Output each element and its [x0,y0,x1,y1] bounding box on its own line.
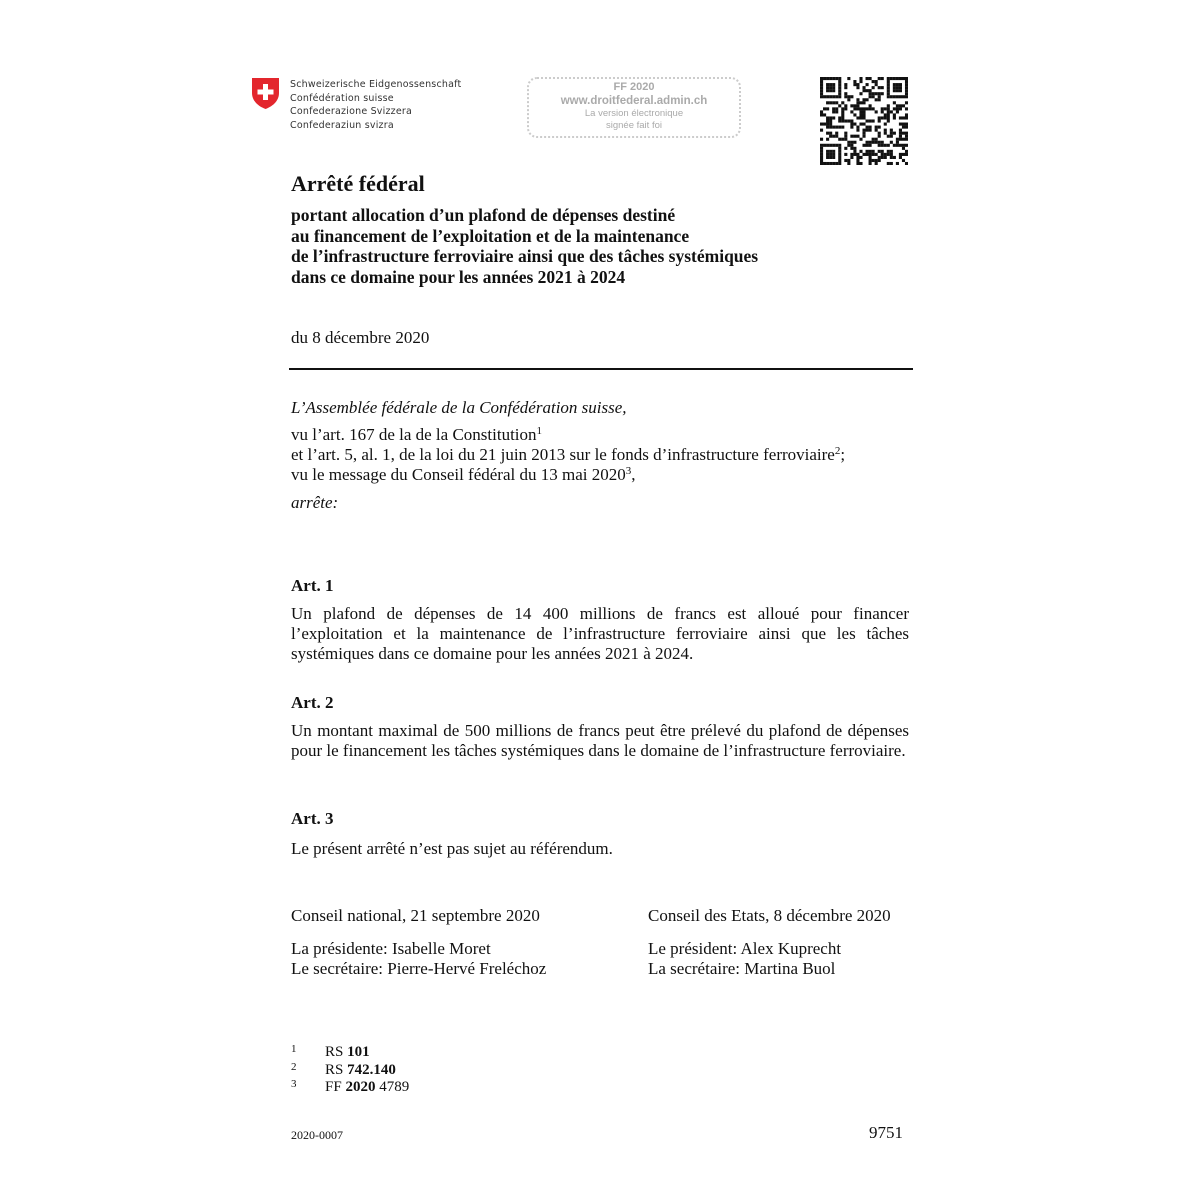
preamble-assembly: L’Assemblée fédérale de la Confédération suisse, [291,398,627,417]
footnote-ref[interactable]: 1 [536,424,543,437]
subtitle-line: portant allocation d’un plafond de dépenses destiné [291,205,676,225]
preamble-line [291,445,845,465]
footnote-ref[interactable]: 2 [834,444,841,457]
subtitle-line: de l’infrastructure ferroviaire ainsi que des tâches systémiques [291,246,759,266]
electronic-signature-stamp [527,77,741,138]
footnotes [291,1044,409,1097]
president: Le président: Alex Kuprecht [648,939,842,958]
article-1-text: Un plafond de dépenses de 14 400 millions de francs est alloué pour financer l’exploitation et la maintenance de l’infrastructure ferroviaire ainsi que les tâches systémiques dans ce domaine pour les années 2021 à 2024. [291,604,909,663]
preamble-legal-basis [291,425,845,485]
logo-line: Confederaziun svizra [290,119,394,131]
footnote-ref-bold: 742.140 [347,1061,396,1078]
footnote [291,1044,409,1062]
document-number: 2020-0007 [291,1128,343,1142]
council-date: Conseil des Etats, 8 décembre 2020 [648,906,891,925]
document-subtitle [291,205,758,287]
logo-line: Schweizerische Eidgenossenschaft [290,79,462,90]
preamble-line [291,465,845,485]
stamp-line: FF 2020 [613,81,655,93]
council-date: Conseil national, 21 septembre 2020 [291,906,540,925]
preamble-text: vu l’art. 167 de la de la Constitution [291,425,537,444]
swiss-coat-of-arms-icon [251,77,280,110]
punct: , [631,465,636,484]
secretary: La secrétaire: Martina Buol [648,959,836,978]
footnote-ref-bold: 2020 [345,1079,376,1095]
document-title: Arrêté fédéral [291,171,425,196]
footnote [291,1079,409,1097]
qr-code-icon [820,77,908,165]
footnote-number: 3 [291,1078,297,1090]
footnote [291,1062,409,1080]
article-3-heading: Art. 3 [291,809,334,828]
footnote-ref-bold: 101 [347,1044,370,1060]
article-2-heading: Art. 2 [291,693,334,712]
footnote-prefix: RS [325,1061,348,1078]
subtitle-line: au financement de l’exploitation et de la maintenance [291,225,690,246]
page-number: 9751 [869,1123,903,1142]
document-date: du 8 décembre 2020 [291,328,430,347]
preamble-decides: arrête: [291,493,339,512]
footnote-prefix: RS [325,1044,348,1060]
footnote-suffix: 4789 [375,1079,410,1095]
article-1-heading: Art. 1 [291,576,334,595]
footnote-number: 2 [291,1060,297,1073]
logo-line: Confédération suisse [290,92,394,104]
preamble-text: et l’art. 5, al. 1, de la loi du 21 juin 2013 sur le fonds d’infrastructure ferroviaire [291,445,835,464]
signature-block-national-council [291,906,546,979]
article-3-text: Le présent arrêté n’est pas sujet au référendum. [291,839,613,858]
stamp-url: www.droitfederal.admin.ch [560,95,708,107]
preamble-text: vu le message du Conseil fédéral du 13 mai 2020 [291,465,626,484]
secretary: Le secrétaire: Pierre-Hervé Freléchoz [291,959,547,978]
divider [289,368,913,370]
subtitle-line: dans ce domaine pour les années 2021 à 2024 [291,266,626,287]
stamp-line: La version électronique [584,108,684,119]
preamble-line [291,425,845,445]
confederation-logo-text [290,78,461,132]
logo-line: Confederazione Svizzera [290,106,413,117]
footnote-prefix: FF [325,1079,346,1095]
signature-block-council-of-states [648,906,891,979]
footnote-ref[interactable]: 3 [625,464,632,477]
article-2-text: Un montant maximal de 500 millions de francs peut être prélevé du plafond de dépenses pour le financement les tâches systémiques dans le domaine de l’infrastructure ferroviaire. [291,721,909,760]
stamp-line: signée fait foi [606,120,662,131]
footnote-number: 1 [291,1043,297,1055]
punct: ; [840,445,846,464]
president: La présidente: Isabelle Moret [291,939,491,958]
